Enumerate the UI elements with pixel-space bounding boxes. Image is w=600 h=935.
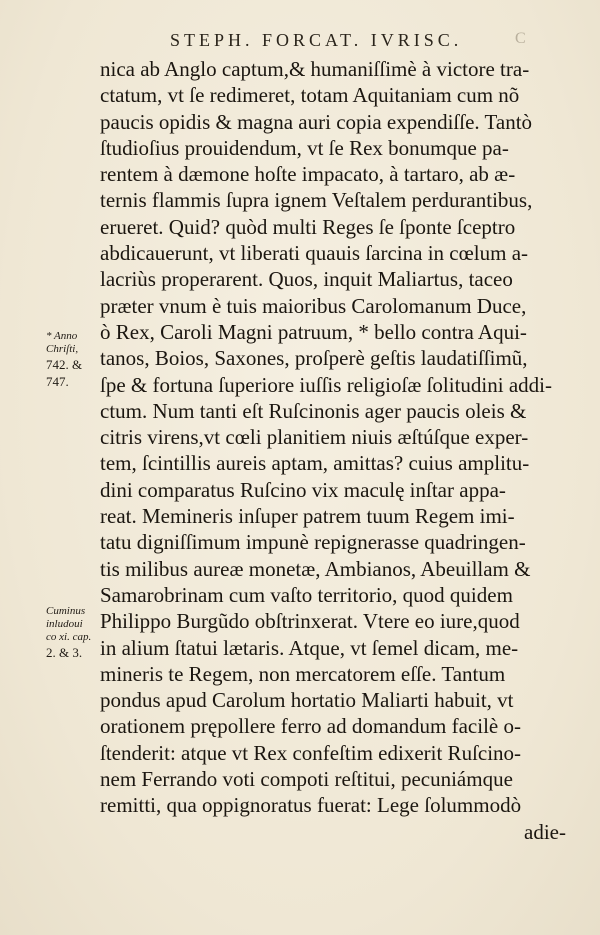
text-line: ſpe & fortuna ſuperiore iuſſis religioſæ ſolitudini addi- — [100, 372, 553, 397]
margin-note-line: * Anno — [46, 330, 78, 342]
margin-note-line: Chriſti, — [46, 343, 79, 355]
margin-note-line: co xi. cap. — [46, 631, 92, 643]
text-line: ternis flammis ſupra ignem Veſtalem perdurantibus, — [100, 188, 533, 213]
text-line: nica ab Anglo captum,& humaniſſimè à victore tra- — [100, 57, 530, 81]
bleed-through-mark: C — [515, 30, 526, 47]
text-line: dini comparatus Ruſcino vix maculę inſtar appa- — [100, 477, 506, 502]
text-line: in alium ſtatui lætaris. Atque, vt ſemel dicam, me- — [100, 635, 519, 660]
text-line: paucis opidis & magna auri copia expendiſſe. Tantò — [100, 109, 533, 134]
body-text — [100, 56, 570, 845]
text-line: reat. Memineris inſuper patrem tuum Regem imi- — [100, 504, 515, 529]
margin-note-line: inludoui — [46, 618, 83, 630]
text-line: tis milibus aureæ monetæ, Ambianos, Abeuillam & — [100, 556, 531, 581]
marginal-note-citation — [46, 605, 104, 661]
text-line: nem Ferrando voti compoti reſtitui, pecuniámque — [100, 767, 513, 792]
text-line: abdicauerunt, vt liberati quauis ſarcina in cœlum a- — [100, 241, 529, 266]
text-line: pondus apud Carolum hortatio Maliarti habuit, vt — [100, 688, 514, 713]
text-line: Samarobrinam cum vaſto territorio, quod quidem — [100, 582, 513, 607]
text-line: Philippo Burgũdo obſtrinxerat. Vtere eo iure,quod — [100, 609, 520, 634]
text-line: ſtudioſius prouidendum, vt ſe Rex bonumque pa- — [100, 135, 509, 160]
text-line: lacriùs properarent. Quos, inquit Maliartus, taceo — [100, 267, 513, 292]
marginal-note-year — [46, 330, 104, 390]
text-line: erueret. Quid? quòd multi Reges ſe ſponte ſceptro — [100, 214, 516, 239]
text-line: ctatum, vt ſe redimeret, totam Aquitaniam cum nõ — [100, 83, 520, 108]
text-line: ſtenderit: atque vt Rex confeſtim edixerit Ruſcino- — [100, 740, 522, 765]
text-line: remitti, qua oppignoratus fuerat: Lege ſolummodò — [100, 793, 522, 818]
text-line: tatu digniſſimum impunè repignerasse quadringen- — [100, 530, 526, 555]
margin-note-line: Cuminus — [46, 605, 86, 617]
margin-note-line: 747. — [46, 374, 69, 389]
text-line: præter vnum è tuis maioribus Carolomanum Duce, — [100, 293, 527, 318]
text-line: orationem prępollere ferro ad domandum facilè o- — [100, 714, 521, 739]
text-line: tem, ſcintillis aureis aptam, amittas? cuius amplitu- — [100, 451, 530, 476]
catchword: adie- — [524, 819, 566, 844]
text-line: ò Rex, Caroli Magni patruum, * bello contra Aqui- — [100, 319, 527, 344]
margin-note-line: 742. & — [46, 357, 83, 372]
text-line: tanos, Boios, Saxones, proſperè geſtis laudatiſſimũ, — [100, 346, 528, 371]
text-line: rentem à dæmone hoſte impacato, à tartaro, ab æ- — [100, 162, 516, 187]
margin-note-line: 2. & 3. — [46, 645, 83, 660]
text-line: ctum. Num tanti eſt Ruſcinonis ager paucis oleis & — [100, 398, 527, 423]
text-line: citris virens,vt cœli planitiem niuis æſtúſque exper- — [100, 425, 529, 450]
text-line: mineris te Regem, non mercatorem eſſe. Tantum — [100, 661, 506, 686]
running-header: STEPH. FORCAT. IVRISC. — [170, 30, 463, 50]
